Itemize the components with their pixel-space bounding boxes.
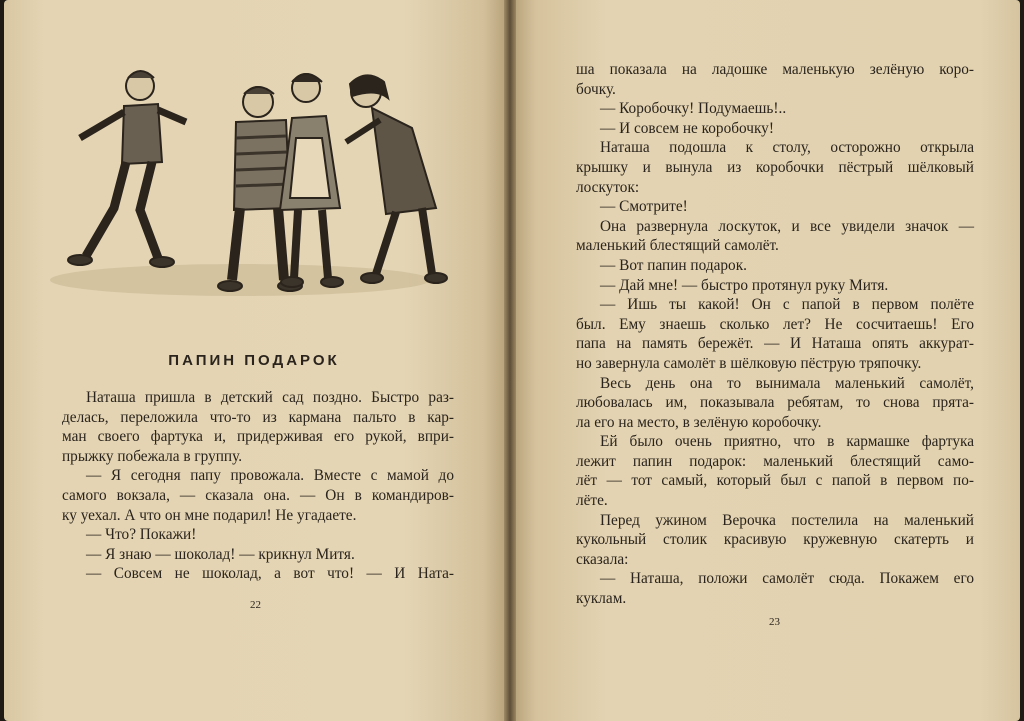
text-line: — Ишь ты какой! Он с папой в первом полёте [600,296,974,314]
page-number-left: 22 [250,599,261,611]
text-line: — Коробочку! Подумаешь!.. [600,100,787,118]
text-line: самого вокзала, — сказала она. — Он в командиров- [62,486,454,504]
text-line: — Вот папин подарок. [600,256,747,274]
text-line: бочку. [576,80,616,98]
text-line: прыжку побежала в группу. [62,447,243,465]
text-line: Наташа пришла в детский сад поздно. Быстро раз- [86,389,454,406]
text-line: — Дай мне! — быстро протянул руку Митя. [600,276,889,294]
text-line: маленький блестящий самолёт. [576,237,779,255]
text-line: — Наташа, положи самолёт сюда. Покажем его [600,570,974,588]
text-line: ку уехал. А что он мне подарил! Не угадаете. [62,506,357,524]
left-page-text [62,388,454,584]
text-line: — Я знаю — шоколад! — крикнул Митя. [86,545,355,563]
text-line: делась, переложила что-то из кармана пальто в кар- [62,408,454,426]
text-line: Наташа подошла к столу, осторожно открыла [600,139,974,157]
text-line: кукольный столик красивую кружевную скатерть и [576,531,974,549]
text-line: Перед ужином Верочка постелила на маленький [600,511,974,529]
running-boy-figure [68,71,186,267]
text-line: Весь день она то вынимала маленький самолёт, [600,374,974,392]
text-line: — И совсем не коробочку! [600,119,774,137]
text-line: ман своего фартука и, придерживая его рукой, впри- [62,428,454,446]
text-line: ла его на место, в зелёную коробочку. [576,413,822,431]
right-page [516,0,1020,721]
left-page [4,0,504,721]
text-line: папа на память бережёт. — И Наташа опять аккурат- [576,335,974,353]
text-line: — Совсем не шоколад, а вот что! — И Ната- [86,565,454,583]
text-line: любовалась им, показывала ребятам, то снова прята- [576,394,974,412]
right-page-text [576,60,974,609]
text-line: куклам. [576,590,627,608]
text-line: — Что? Покажи! [86,526,197,544]
text-line: крышку и вынула из коробочки пёстрый шёлковый [576,158,974,176]
text-line: — Смотрите! [600,198,688,216]
text-line: Ей было очень приятно, что в кармашке фартука [600,433,974,451]
apron-girl-figure [280,74,343,287]
book-gutter [504,0,516,721]
bending-girl-figure [346,75,447,283]
text-line: был. Ему знаешь сколько лет? Не сосчитаешь! Его [576,315,974,333]
text-line: лежит папин подарок: маленький блестящий само- [576,452,974,470]
text-line: ша показала на ладошке маленькую зелёную коро- [576,61,974,78]
text-line: — Я сегодня папу провожала. Вместе с мамой до [86,467,454,485]
text-line: Она развернула лоскуток, и все увидели значок — [600,217,974,235]
text-line: но завернула самолёт в шёлковую пёструю тряпочку. [576,354,922,372]
text-line: сказала: [576,550,629,568]
text-line: лёте. [576,492,608,510]
story-title: ПАПИН ПОДАРОК [168,352,340,369]
page-number-right: 23 [769,616,780,628]
text-line: лёт — тот самый, который был с папой в первом по- [576,472,974,490]
text-line: лоскуток: [576,178,640,196]
children-illustration [40,58,450,298]
